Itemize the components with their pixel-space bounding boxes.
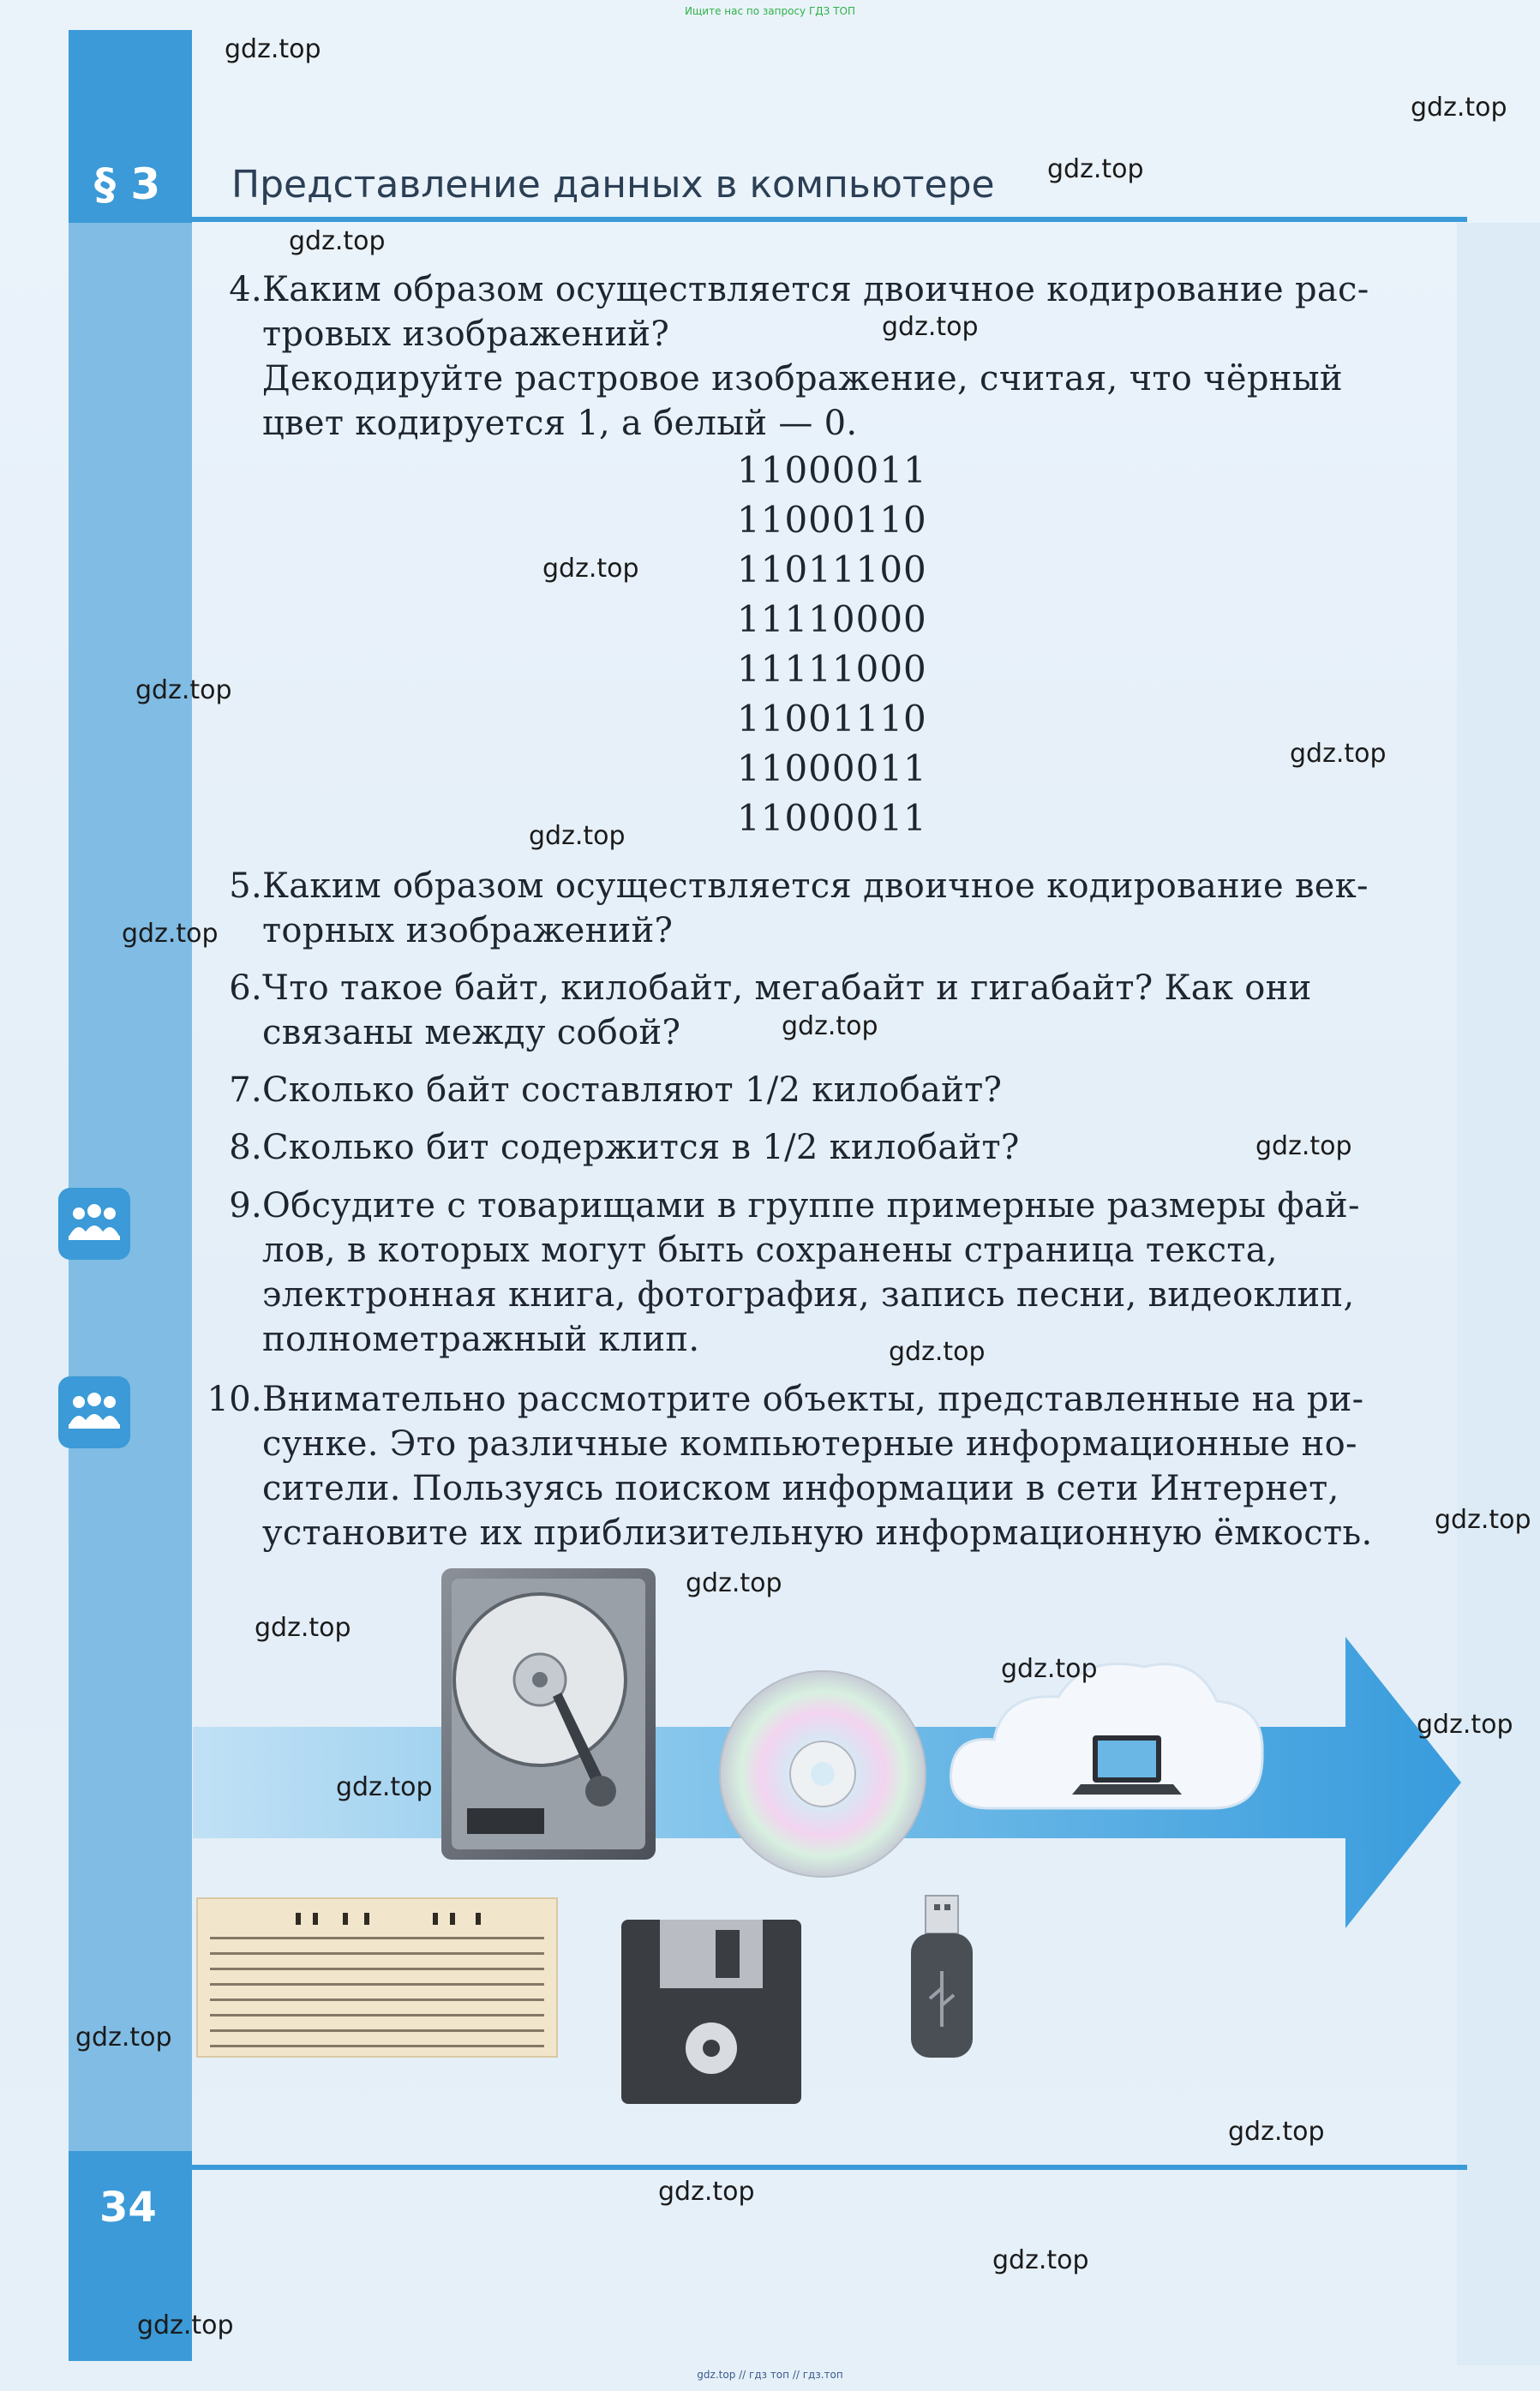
question-line: связаны между собой? [262, 1013, 681, 1052]
watermark: gdz.top [289, 226, 386, 256]
hard-drive-image [441, 1568, 656, 1860]
question-line: электронная книга, фотография, запись песни, видеоклип, [262, 1275, 1355, 1315]
question-line: Каким образом осуществляется двоичное кодирование рас- [262, 270, 1369, 309]
section-number: § 3 [94, 159, 161, 209]
question-line: Обсудите с товарищами в группе примерные размеры фай- [262, 1186, 1360, 1225]
floppy-disk-image [621, 1920, 801, 2104]
question-text [262, 966, 1423, 1055]
cd-disc-image [720, 1671, 926, 1877]
watermark: gdz.top [529, 821, 626, 851]
watermark: gdz.top [782, 1011, 878, 1041]
group-work-icon [58, 1376, 130, 1448]
watermark: gdz.top [255, 1613, 351, 1643]
cloud-storage-image [951, 1664, 1263, 1808]
question-line: Каким образом осуществляется двоичное кодирование век- [262, 866, 1369, 906]
question-line: Сколько бит содержится в 1/2 килобайт? [262, 1128, 1020, 1167]
top-banner[interactable]: Ищите нас по запросу ГДЗ ТОП [685, 5, 855, 17]
group-people-icon [67, 1388, 122, 1436]
watermark: gdz.top [1435, 1505, 1531, 1535]
watermark: gdz.top [686, 1568, 782, 1598]
watermark: gdz.top [1411, 93, 1507, 123]
usb-flash-drive-image [911, 1896, 973, 2058]
question-text [262, 864, 1423, 953]
watermark: gdz.top [658, 2177, 755, 2207]
chapter-title: Представление данных в компьютере [231, 163, 995, 207]
question-number: 5. [229, 866, 262, 906]
footer-rule [192, 2165, 1467, 2170]
bitmap-row: 11110000 [737, 598, 927, 640]
question-line: Сколько байт составляют 1/2 килобайт? [262, 1070, 1003, 1110]
storage-media-illustration [193, 1560, 1470, 2125]
question-line: цвет кодируется 1, а белый — 0. [262, 404, 858, 443]
question-line: Внимательно рассмотрите объекты, представленные на ри- [262, 1380, 1364, 1419]
question-line: установите их приблизительную информационную ёмкость. [262, 1513, 1373, 1553]
bitmap-row: 11000011 [737, 747, 927, 789]
bitmap-row: 11011100 [737, 548, 927, 590]
punched-card-image [197, 1898, 557, 2057]
group-work-icon [58, 1188, 130, 1260]
group-people-icon [67, 1200, 122, 1248]
bitmap-row: 11000011 [737, 797, 927, 839]
bitmap-row: 11000011 [737, 449, 927, 491]
question-line: полнометражный клип. [262, 1320, 700, 1359]
watermark: gdz.top [1417, 1710, 1513, 1740]
bitmap-row: 11111000 [737, 648, 927, 690]
question-text [262, 1377, 1423, 1555]
watermark: gdz.top [889, 1337, 986, 1367]
watermark: gdz.top [882, 312, 979, 342]
question-text [262, 1125, 1423, 1170]
question-number: 9. [229, 1186, 262, 1225]
watermark: gdz.top [336, 1772, 433, 1802]
question-line: Что такое байт, килобайт, мегабайт и гигабайт? Как они [262, 968, 1312, 1008]
watermark: gdz.top [992, 2245, 1089, 2275]
watermark: gdz.top [1228, 2117, 1325, 2147]
question-text [262, 267, 1423, 446]
bitmap-row: 11001110 [737, 698, 927, 740]
question-line: торных изображений? [262, 911, 674, 950]
question-number: 7. [229, 1070, 262, 1110]
watermark: gdz.top [75, 2022, 172, 2052]
watermark: gdz.top [1047, 154, 1144, 184]
watermark: gdz.top [137, 2310, 234, 2340]
question-line: сители. Пользуясь поиском информации в сети Интернет, [262, 1469, 1339, 1508]
question-line: сунке. Это различные компьютерные информационные но- [262, 1424, 1357, 1464]
watermark: gdz.top [225, 34, 321, 64]
question-number: 4. [229, 270, 262, 309]
question-line: Декодируйте растровое изображение, считая, что чёрный [262, 359, 1343, 398]
question-number: 10. [207, 1380, 262, 1419]
watermark: gdz.top [1290, 739, 1387, 769]
watermark: gdz.top [122, 919, 219, 949]
question-line: лов, в которых могут быть сохранены страница текста, [262, 1231, 1278, 1270]
watermark: gdz.top [1001, 1654, 1098, 1684]
left-margin-bar-light [69, 223, 192, 2151]
question-line: тровых изображений? [262, 315, 670, 354]
question-number: 6. [229, 968, 262, 1008]
bitmap-row: 11000110 [737, 499, 927, 541]
watermark: gdz.top [1255, 1131, 1352, 1161]
question-text [262, 1184, 1423, 1362]
page-number: 34 [99, 2184, 157, 2232]
watermark: gdz.top [542, 554, 639, 584]
question-number: 8. [229, 1128, 262, 1167]
bottom-banner[interactable]: gdz.top // гдз топ // гдз.топ [697, 2369, 843, 2381]
bitmap-code [737, 446, 994, 843]
watermark: gdz.top [135, 675, 232, 705]
question-text [262, 1068, 1423, 1112]
header-rule [192, 217, 1467, 222]
